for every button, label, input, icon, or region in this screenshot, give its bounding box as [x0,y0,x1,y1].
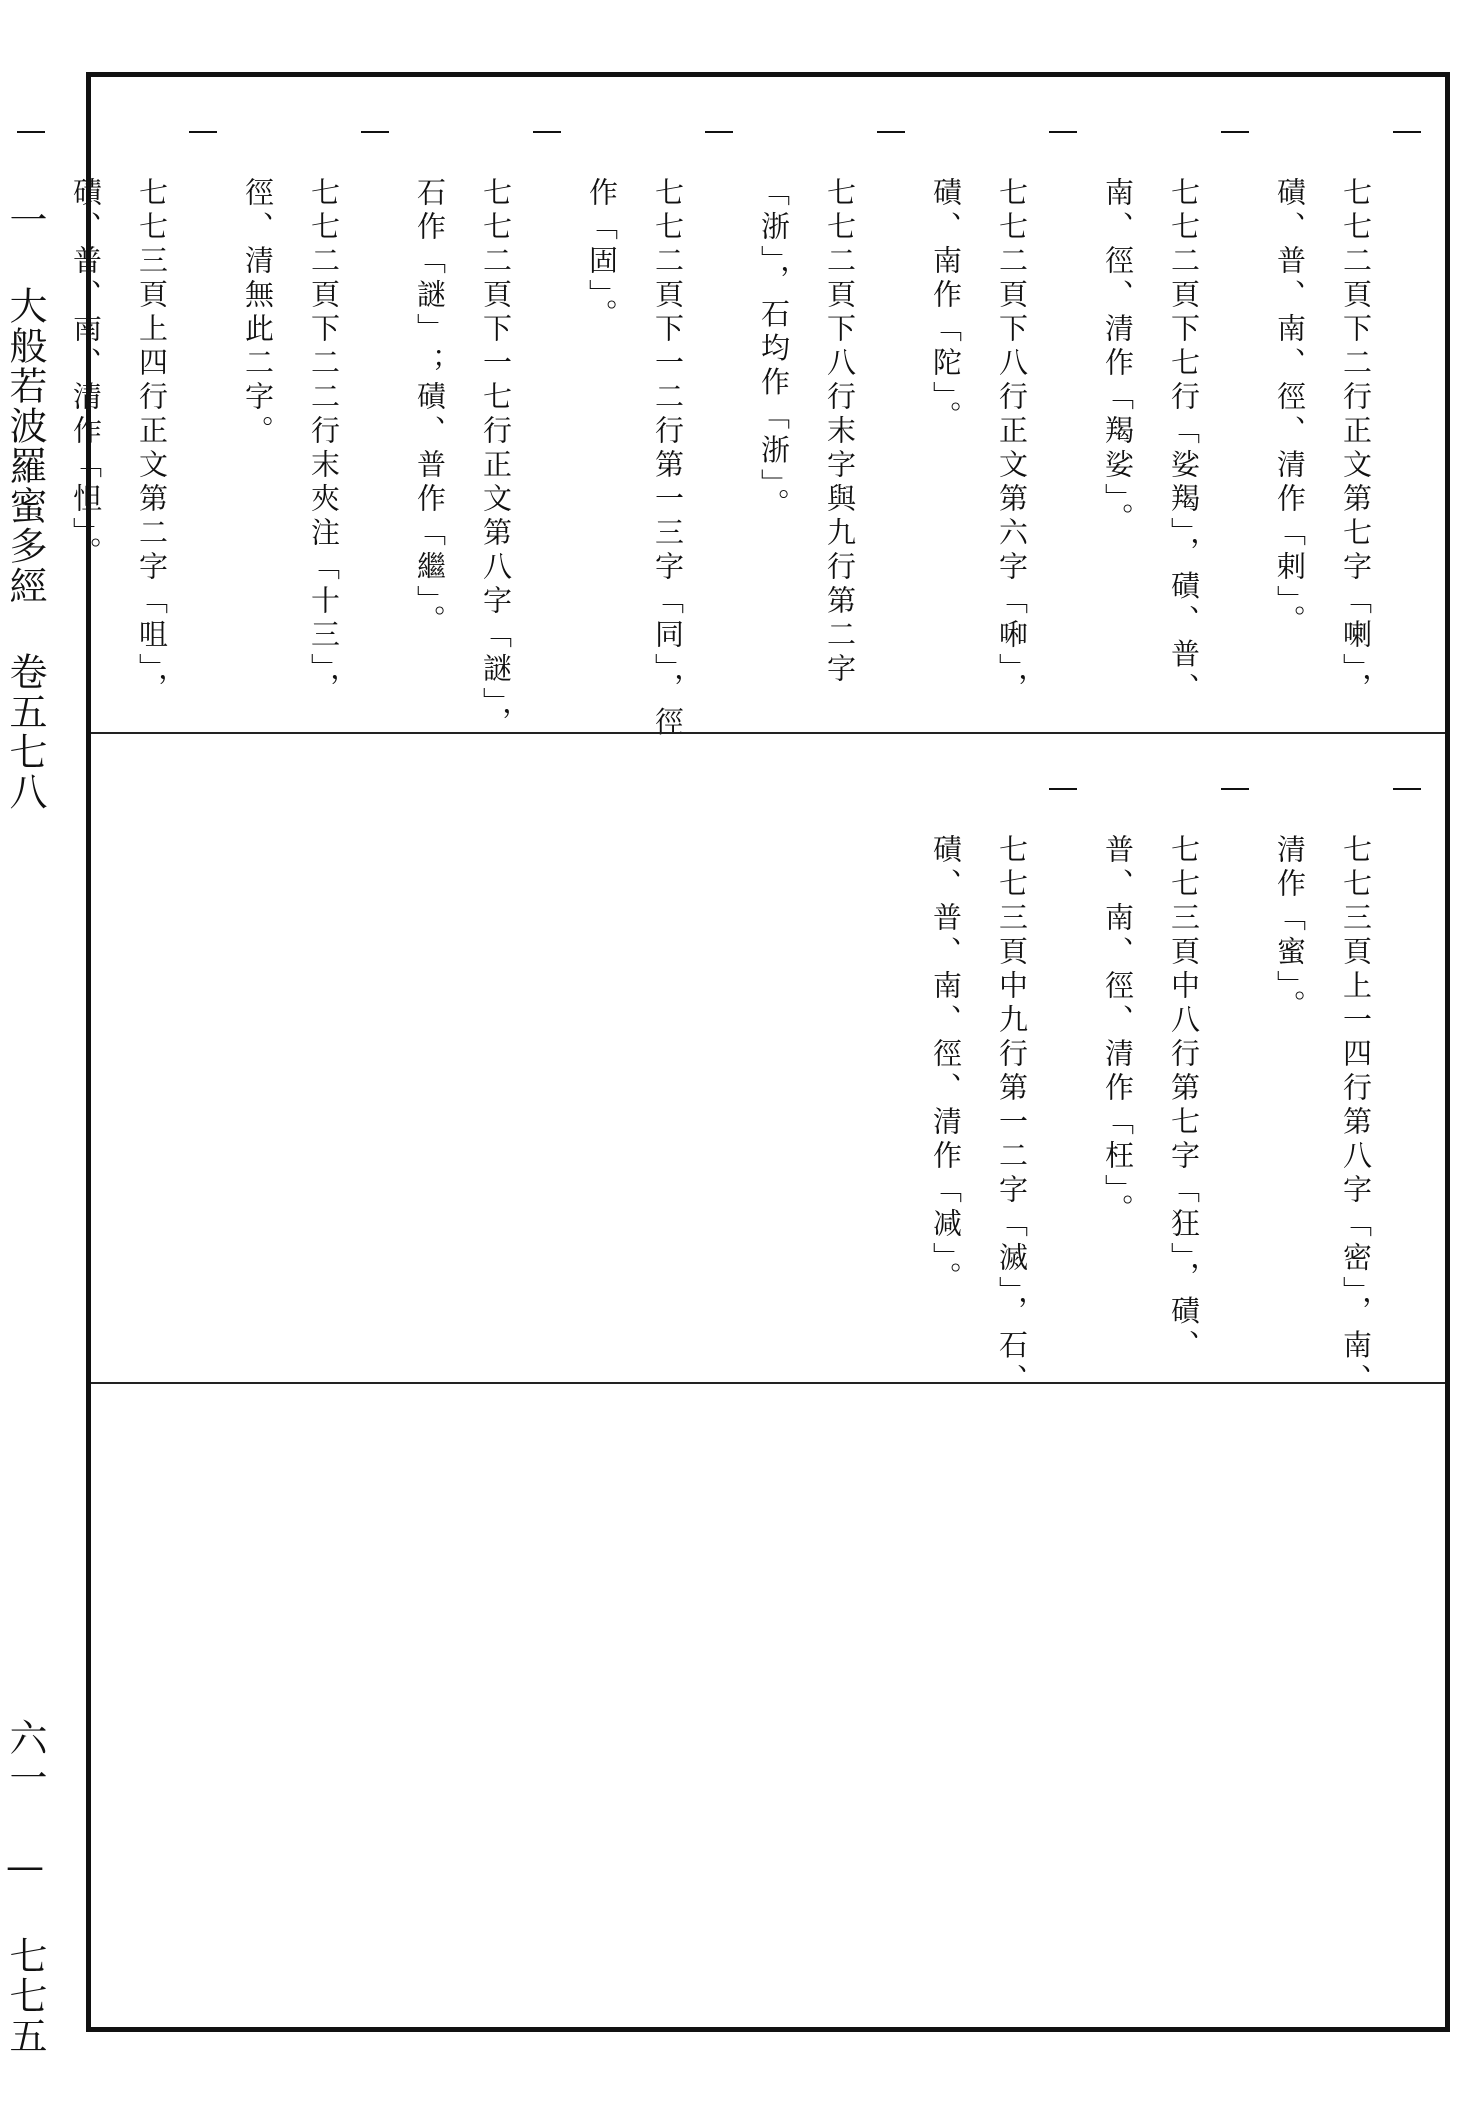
entry-dash-mark [1045,117,1081,143]
collation-entry [741,117,909,724]
collation-entry [397,117,565,741]
entry-dash-mark [185,117,221,143]
entry-text: 七七二頁下二二行末夾注「十三」，徑、清無此二字。 [241,177,341,707]
margin-page-number: 六一 — 七七五 [3,1718,47,2056]
entry-dash-mark [1045,774,1081,800]
entry-text: 七七三頁上四行正文第二字「咀」，磧、普、南、清作「怛」。 [69,177,169,707]
entry-text: 七七三頁上一四行第八字「密」，南、清作「蜜」。 [1273,834,1373,1398]
collation-entry [1257,117,1425,724]
register-middle [91,732,1445,1398]
entry-text: 七七二頁下二行正文第七字「喇」，磧、普、南、徑、清作「剌」。 [1273,177,1373,707]
entry-dash-mark [1389,774,1425,800]
entry-dash-mark [1389,117,1425,143]
entry-dash-mark [1217,774,1253,800]
entry-text: 七七三頁中九行第一二字「滅」，石、磧、普、南、徑、清作「减」。 [929,834,1029,1398]
entry-dash-mark [357,117,393,143]
entry-dash-mark [701,117,737,143]
page-frame [69,72,1450,2032]
entry-text [0,177,13,757]
margin-title: 一 大般若波羅蜜多經 卷五七八 [3,200,47,812]
collation-entry [1257,774,1425,1398]
entry-text: 七七二頁下一七行正文第八字「謎」，石作「謎」；磧、普作「繼」。 [413,177,513,741]
entry-text: 七七二頁下七行「娑羯」，磧、普、南、徑、清作「羯娑」。 [1101,177,1201,707]
entry-dash-mark [13,117,49,143]
entry-list [0,117,1425,741]
collation-entry [0,117,49,724]
collation-entry [1085,117,1253,724]
collation-entry [913,117,1081,724]
entry-text: 七七三頁中八行第七字「狂」，磧、普、南、徑、清作「枉」。 [1101,834,1201,1364]
collation-entry [1085,774,1253,1376]
entry-dash-mark [1217,117,1253,143]
register-top [69,77,1445,741]
entry-dash-mark [529,117,565,143]
register-bottom [91,1382,1445,2029]
collation-entry [225,117,393,724]
entry-text: 七七二頁下八行正文第六字「啝」，磧、南作「陀」。 [929,177,1029,707]
collation-entry [913,774,1081,1398]
entry-text: 七七二頁下一二行第一三字「同」，徑作「固」。 [585,177,685,741]
entry-list [909,774,1425,1398]
entry-dash-mark [873,117,909,143]
collation-entry [569,117,737,741]
entry-text: 七七二頁下八行末字與九行第二字「浙」，石均作「浙」。 [757,177,857,687]
collation-entry [53,117,221,724]
